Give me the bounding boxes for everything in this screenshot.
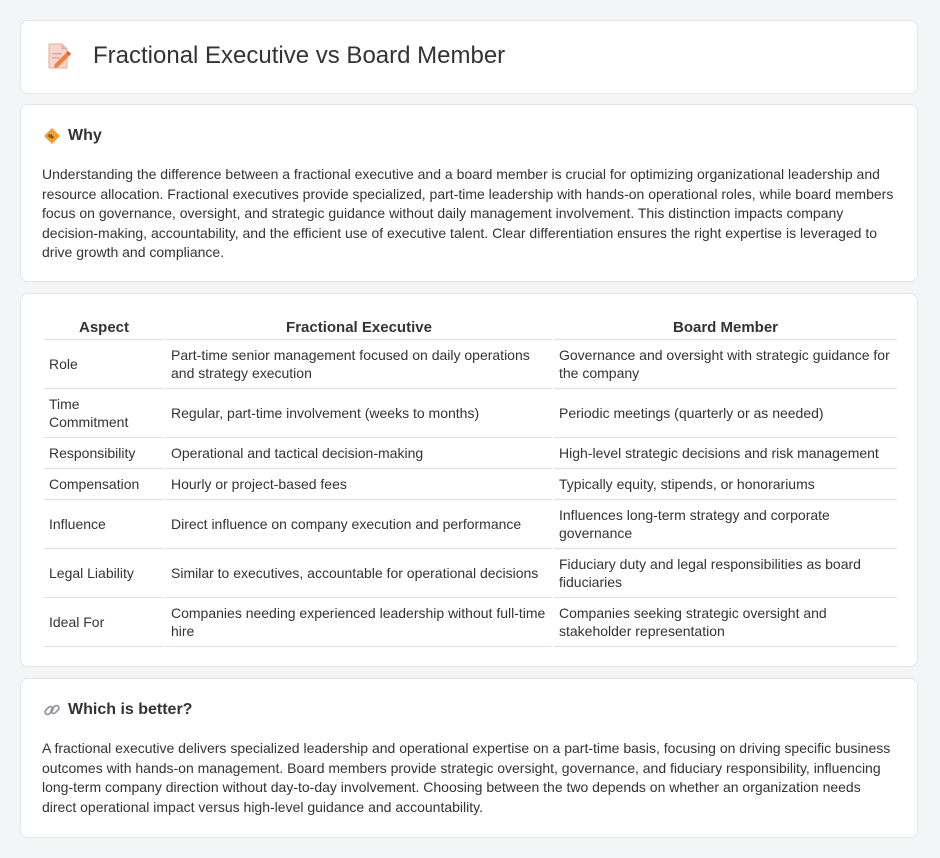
- row-board-member: Typically equity, stipends, or honorariums: [554, 469, 897, 500]
- title-row: [45, 41, 505, 71]
- document-edit-icon: [45, 41, 73, 71]
- comparison-table: [42, 317, 899, 647]
- diamond-sign-icon: [43, 127, 61, 145]
- header-aspect: Aspect: [44, 317, 164, 340]
- row-fractional-executive: Hourly or project-based fees: [166, 469, 552, 500]
- why-title: Why: [68, 127, 102, 144]
- table-row: [44, 340, 897, 389]
- row-board-member: Fiduciary duty and legal responsibilities as board fiduciaries: [554, 549, 897, 598]
- which-is-better-section: [20, 678, 918, 838]
- better-title: Which is better?: [68, 701, 193, 718]
- title-card: [20, 20, 918, 94]
- row-aspect: Responsibility: [44, 438, 164, 469]
- row-board-member: Governance and oversight with strategic guidance for the company: [554, 340, 897, 389]
- header-fractional-executive: Fractional Executive: [166, 317, 552, 340]
- better-heading: [43, 701, 192, 719]
- row-aspect: Ideal For: [44, 598, 164, 647]
- table-row: [44, 500, 897, 549]
- page-title: Fractional Executive vs Board Member: [93, 42, 506, 69]
- header-board-member: Board Member: [554, 317, 897, 340]
- row-fractional-executive: Part-time senior management focused on daily operations and strategy execution: [166, 340, 552, 389]
- row-aspect: Influence: [44, 500, 164, 549]
- row-fractional-executive: Companies needing experienced leadership without full-time hire: [166, 598, 552, 647]
- link-icon: [43, 701, 61, 719]
- row-aspect: Time Commitment: [44, 389, 164, 438]
- why-body: Understanding the difference between a fractional executive and a board member is crucial for optimizing organizational leadership and resource allocation. Fractional executives provide specialized, part-time leadership with hands-on operational roles, while board members focus on governance, oversight, and strategic guidance without daily management involvement. This distinction impacts company decision-making, accountability, and the efficient use of executive talent. Clear differentiation ensures the right expertise is leveraged to drive growth and compliance.: [42, 166, 894, 261]
- table-row: [44, 469, 897, 500]
- table-row: [44, 438, 897, 469]
- why-heading: [43, 127, 102, 145]
- table-header-row: [44, 317, 897, 340]
- table-row: [44, 389, 897, 438]
- table-row: [44, 598, 897, 647]
- row-board-member: High-level strategic decisions and risk management: [554, 438, 897, 469]
- comparison-section: [20, 293, 918, 667]
- row-aspect: Role: [44, 340, 164, 389]
- row-fractional-executive: Regular, part-time involvement (weeks to months): [166, 389, 552, 438]
- why-section: [20, 104, 918, 282]
- row-board-member: Companies seeking strategic oversight and stakeholder representation: [554, 598, 897, 647]
- better-body: A fractional executive delivers specialized leadership and operational expertise on a part-time basis, focusing on driving specific business outcomes with hands-on management. Board members provide strategic oversight, governance, and fiduciary responsibility, influencing long-term company direction without day-to-day involvement. Choosing between the two depends on whether an organization needs direct operational impact versus high-level guidance and accountability.: [42, 740, 891, 815]
- row-fractional-executive: Direct influence on company execution and performance: [166, 500, 552, 549]
- row-fractional-executive: Similar to executives, accountable for operational decisions: [166, 549, 552, 598]
- table-row: [44, 549, 897, 598]
- row-aspect: Legal Liability: [44, 549, 164, 598]
- row-board-member: Periodic meetings (quarterly or as needed): [554, 389, 897, 438]
- row-board-member: Influences long-term strategy and corporate governance: [554, 500, 897, 549]
- row-aspect: Compensation: [44, 469, 164, 500]
- row-fractional-executive: Operational and tactical decision-making: [166, 438, 552, 469]
